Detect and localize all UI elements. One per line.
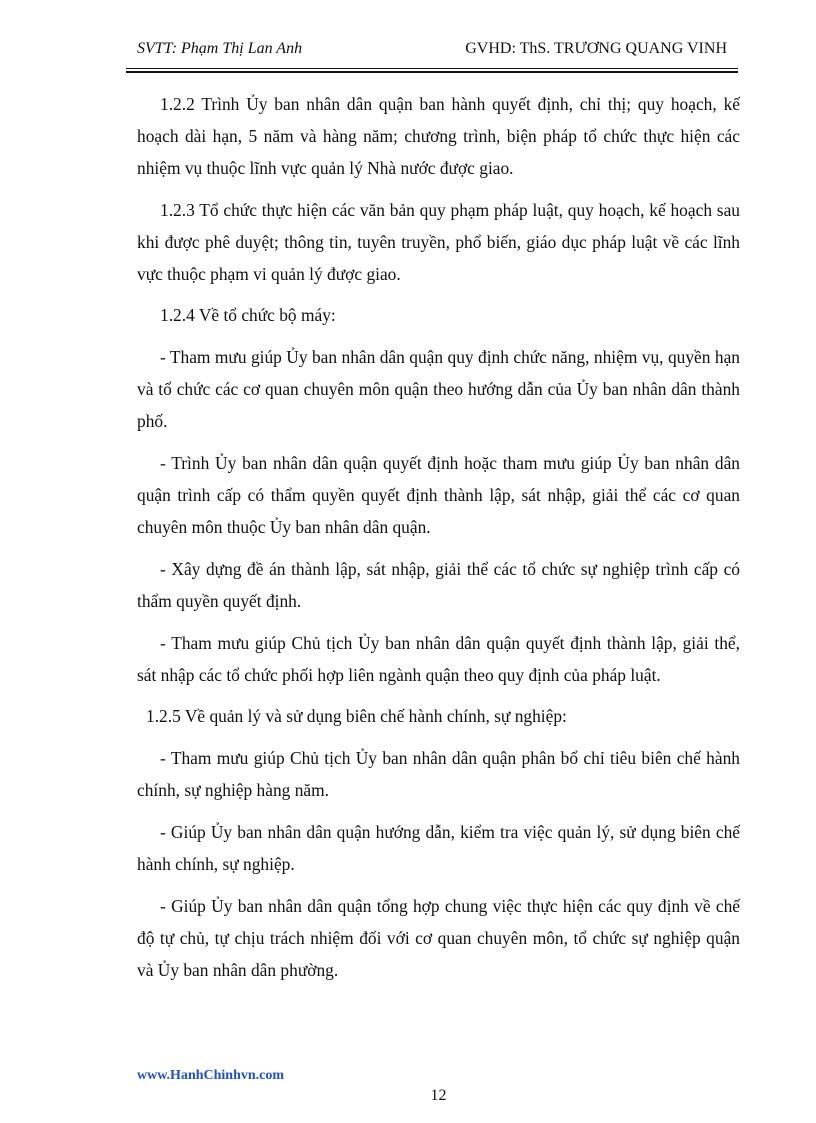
page-number: 12 bbox=[430, 1087, 447, 1104]
list-item: - Tham mưu giúp Chủ tịch Ủy ban nhân dân quận quyết định thành lập, giải thể, sát nhập các tổ chức phối hợp liên ngành quận theo quy định của pháp luật. bbox=[137, 632, 740, 685]
list-item: - Xây dựng đề án thành lập, sát nhập, giải thể các tổ chức sự nghiệp trình cấp có thẩm quyền quyết định. bbox=[137, 558, 740, 611]
page-header bbox=[137, 40, 727, 62]
student-name: SVTT: Phạm Thị Lan Anh bbox=[137, 40, 303, 57]
list-item: - Giúp Ủy ban nhân dân quận tổng hợp chung việc thực hiện các quy định về chế độ tự chủ, tự chịu trách nhiệm đối với cơ quan chuyên môn, tổ chức sự nghiệp quận và Ủy ban nhân dân phường. bbox=[137, 895, 740, 980]
header-divider bbox=[126, 68, 738, 73]
document-body bbox=[137, 89, 740, 997]
list-item: - Giúp Ủy ban nhân dân quận hướng dẫn, kiểm tra việc quản lý, sử dụng biên chế hành chính, sự nghiệp. bbox=[137, 822, 740, 875]
paragraph-1-2-4-heading: 1.2.4 Về tổ chức bộ máy: bbox=[160, 305, 336, 326]
supervisor-name: GVHD: ThS. TRƯƠNG QUANG VINH bbox=[465, 40, 727, 57]
list-item: - Trình Ủy ban nhân dân quận quyết định hoặc tham mưu giúp Ủy ban nhân dân quận trình cấp có thẩm quyền quyết định thành lập, sát nhập, giải thể các cơ quan chuyên môn thuộc Ủy ban nhân dân quận. bbox=[137, 453, 740, 537]
paragraph-1-2-5-heading: 1.2.5 Về quản lý và sử dụng biên chế hành chính, sự nghiệp: bbox=[146, 706, 567, 727]
list-item: - Tham mưu giúp Ủy ban nhân dân quận quy định chức năng, nhiệm vụ, quyền hạn và tổ chức các cơ quan chuyên môn quận theo hướng dẫn của Ủy ban nhân dân thành phố. bbox=[137, 347, 740, 432]
paragraph-1-2-3: 1.2.3 Tổ chức thực hiện các văn bản quy phạm pháp luật, quy hoạch, kế hoạch sau khi được phê duyệt; thông tin, tuyên truyền, phổ biến, giáo dục pháp luật về các lĩnh vực thuộc phạm vi quản lý được giao. bbox=[137, 199, 740, 284]
list-item: - Tham mưu giúp Chủ tịch Ủy ban nhân dân quận phân bổ chỉ tiêu biên chế hành chính, sự nghiệp hàng năm. bbox=[137, 748, 740, 801]
paragraph-1-2-2: 1.2.2 Trình Ủy ban nhân dân quận ban hành quyết định, chỉ thị; quy hoạch, kế hoạch dài hạn, 5 năm và hàng năm; chương trình, biện pháp tổ chức thực hiện các nhiệm vụ thuộc lĩnh vực quản lý Nhà nước được giao. bbox=[137, 94, 740, 178]
footer-website-link[interactable]: www.HanhChinhvn.com bbox=[137, 1068, 285, 1083]
